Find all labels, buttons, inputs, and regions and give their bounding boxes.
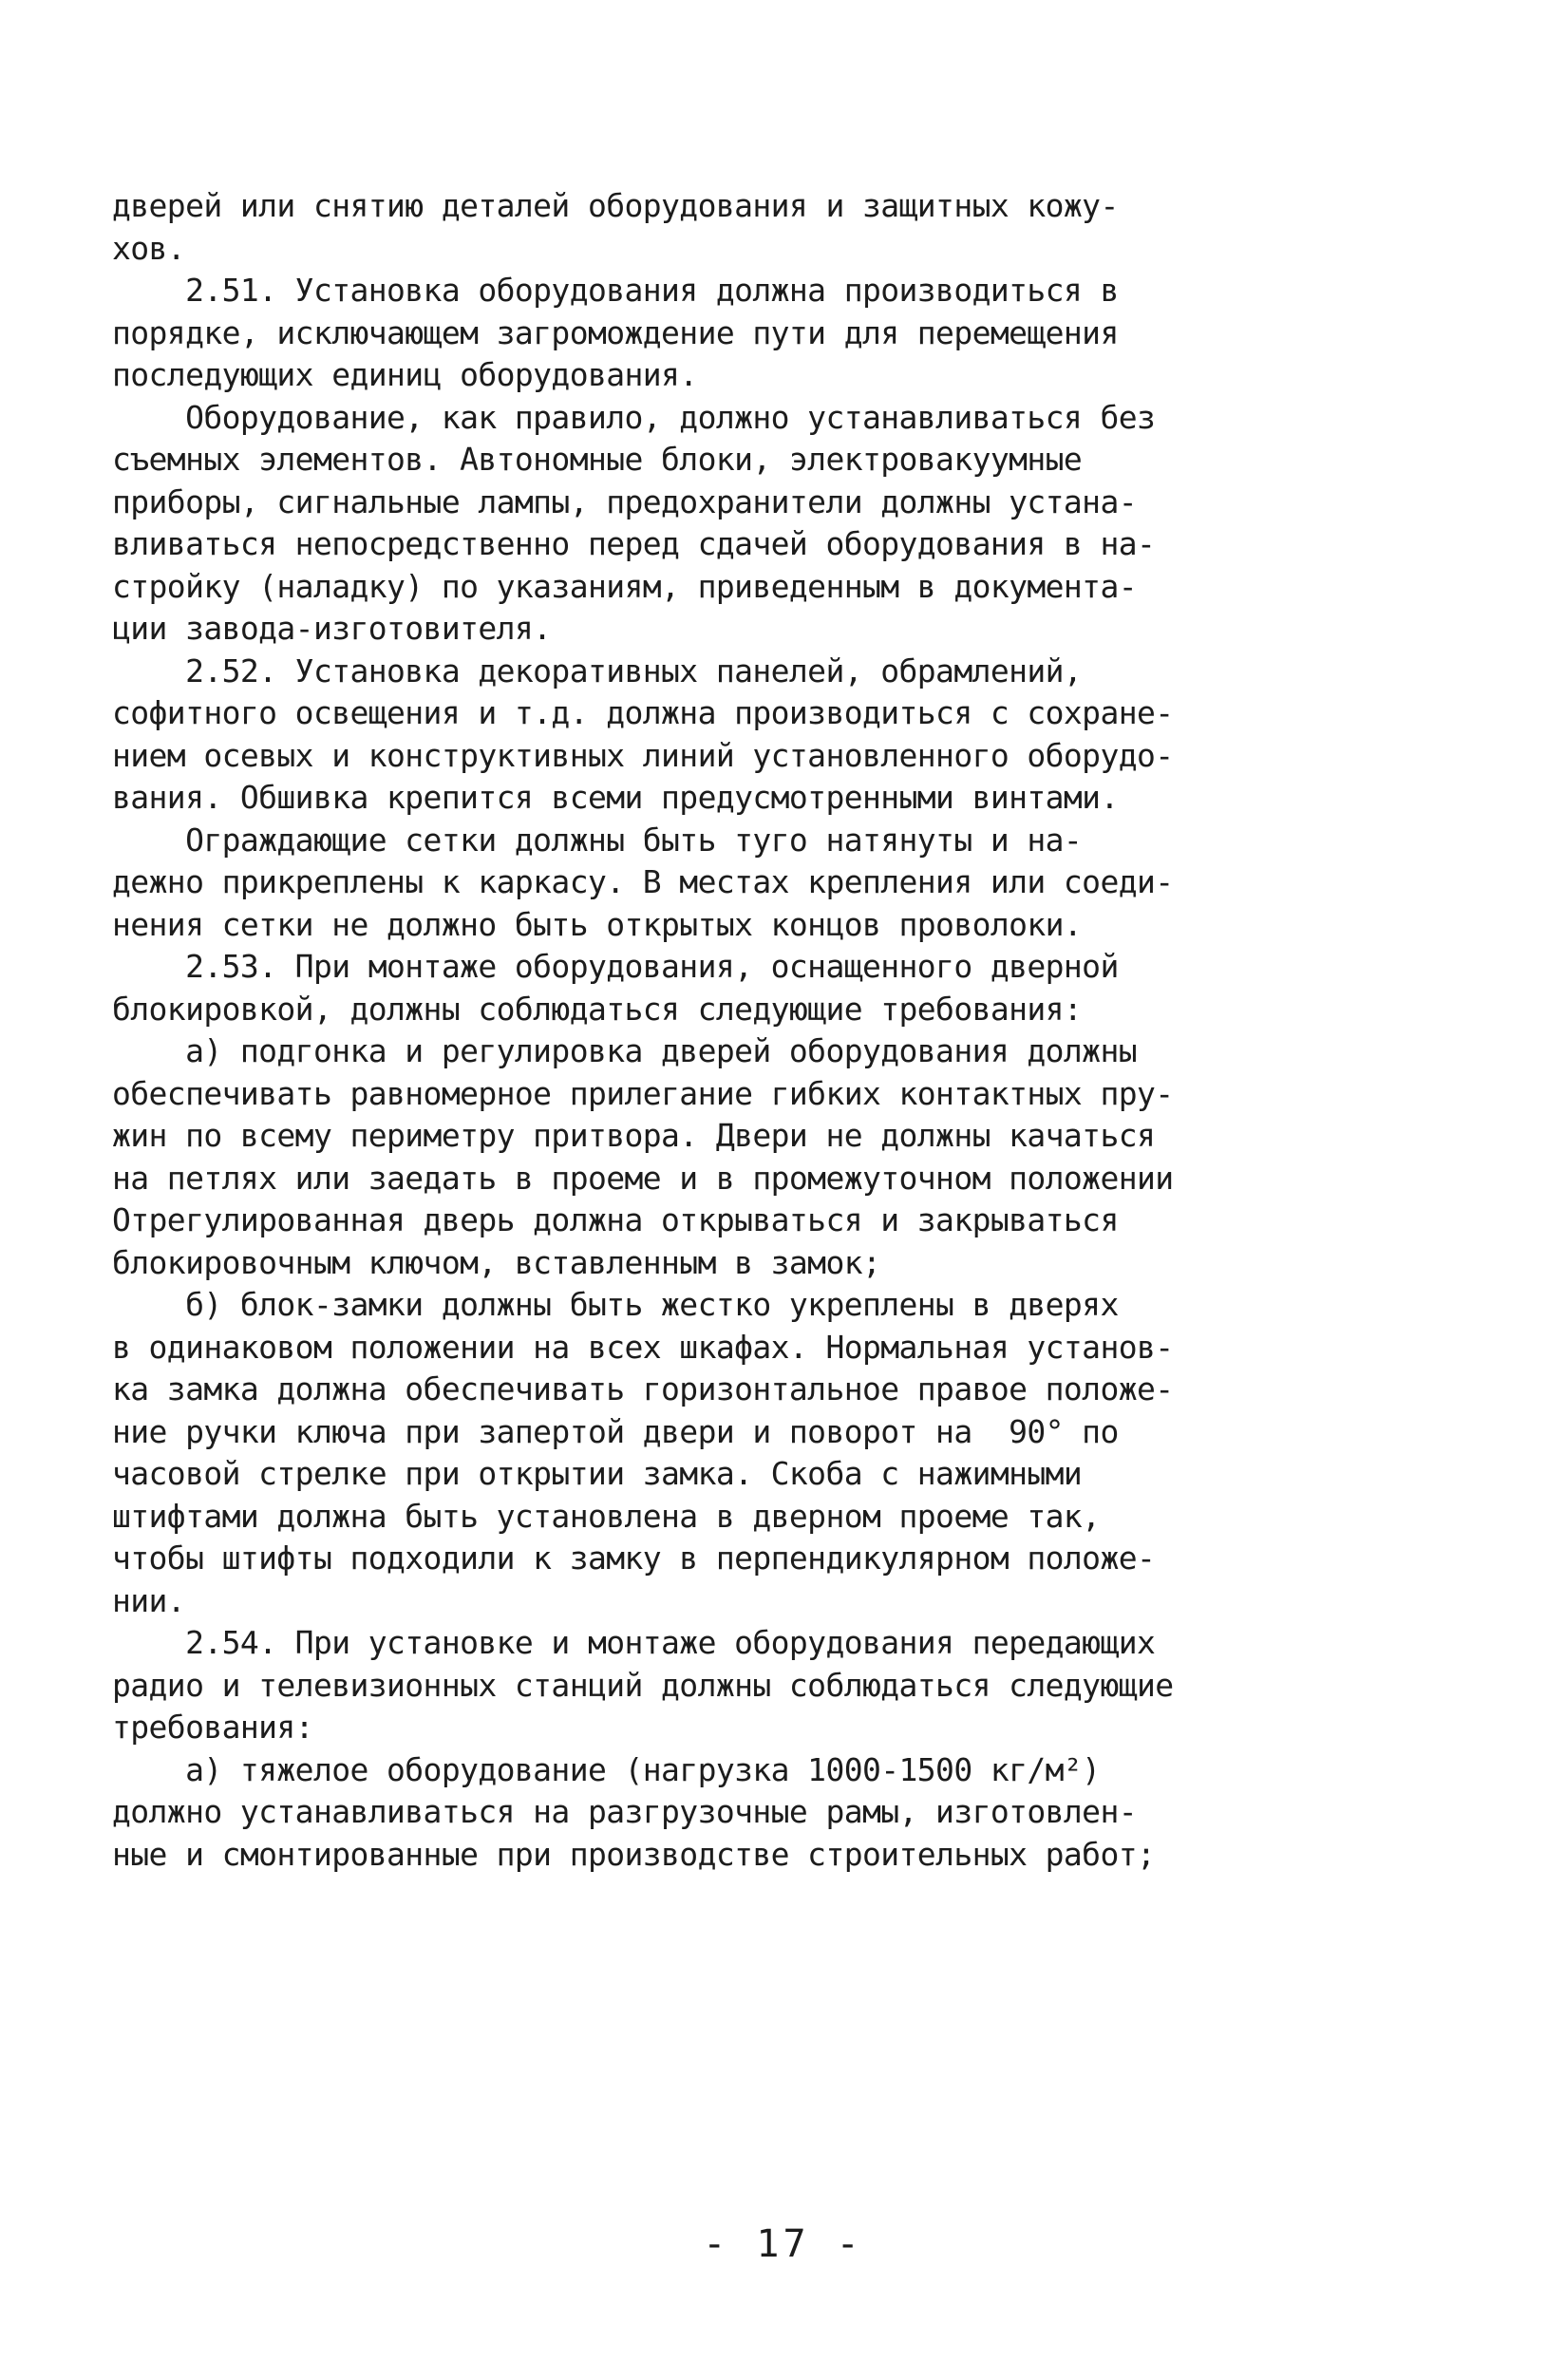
text-line: ции завода-изготовителя. bbox=[112, 610, 552, 647]
text-line: требования: bbox=[112, 1709, 313, 1746]
text-line: часовой стрелке при открытии замка. Скоба с нажимными bbox=[112, 1455, 1083, 1492]
text-line: Отрегулированная дверь должна открываться и закрываться bbox=[112, 1201, 1119, 1238]
page-number: - 17 - bbox=[703, 2222, 863, 2266]
text-line: в одинаковом положении на всех шкафах. Нормальная установ- bbox=[112, 1328, 1174, 1366]
text-line: последующих единиц оборудования. bbox=[112, 356, 698, 393]
text-line: блокировочным ключом, вставленным в замок; bbox=[112, 1243, 881, 1281]
text-line: стройку (наладку) по указаниям, приведенным в документа- bbox=[112, 567, 1137, 605]
text-line: софитного освещения и т.д. должна производиться с сохране- bbox=[112, 694, 1174, 731]
text-line: ка замка должна обеспечивать горизонтальное правое положе- bbox=[112, 1370, 1174, 1407]
text-line: нения сетки не должно быть открытых концов проволоки. bbox=[112, 905, 1083, 943]
text-line: штифтами должна быть установлена в дверном проеме так, bbox=[112, 1497, 1101, 1535]
text-line: чтобы штифты подходили к замку в перпендикулярном положе- bbox=[112, 1539, 1156, 1577]
page-body bbox=[112, 185, 1404, 1876]
text-line: Ограждающие сетки должны быть туго натянуты и на- bbox=[112, 821, 1083, 859]
text-line: обеспечивать равномерное прилегание гибких контактных пру- bbox=[112, 1074, 1174, 1112]
text-line: Оборудование, как правило, должно устанавливаться без bbox=[112, 398, 1156, 436]
text-line: б) блок-замки должны быть жестко укреплены в дверях bbox=[112, 1286, 1119, 1323]
text-line: а) тяжелое оборудование (нагрузка 1000-1500 кг/м²) bbox=[112, 1750, 1101, 1788]
text-line: 2.54. При установке и монтаже оборудования передающих bbox=[112, 1624, 1156, 1661]
text-line: дежно прикреплены к каркасу. В местах крепления или соеди- bbox=[112, 863, 1174, 900]
text-line: съемных элементов. Автономные блоки, электровакуумные bbox=[112, 441, 1083, 478]
text-line: жин по всему периметру притвора. Двери не должны качаться bbox=[112, 1117, 1156, 1154]
text-line: 2.53. При монтаже оборудования, оснащенного дверной bbox=[112, 948, 1119, 985]
text-line: приборы, сигнальные лампы, предохранители должны устана- bbox=[112, 482, 1137, 520]
text-line: 2.52. Установка декоративных панелей, обрамлений, bbox=[112, 652, 1083, 689]
text-line: порядке, исключающем загромождение пути для перемещения bbox=[112, 313, 1119, 351]
text-line: 2.51. Установка оборудования должна производиться в bbox=[112, 272, 1119, 309]
text-line: а) подгонка и регулировка дверей оборудования должны bbox=[112, 1032, 1137, 1069]
text-line: дверей или снятию деталей оборудования и защитных кожу- bbox=[112, 187, 1119, 224]
text-line: вания. Обшивка крепится всеми предусмотренными винтами. bbox=[112, 779, 1119, 816]
text-line: ние ручки ключа при запертой двери и поворот на 90° по bbox=[112, 1412, 1119, 1450]
text-line: нии. bbox=[112, 1581, 186, 1619]
text-line: на петлях или заедать в проеме и в промежуточном положении bbox=[112, 1159, 1174, 1197]
text-line: радио и телевизионных станций должны соблюдаться следующие bbox=[112, 1666, 1174, 1704]
text-line: нием осевых и конструктивных линий установленного оборудо- bbox=[112, 736, 1174, 774]
text-line: хов. bbox=[112, 229, 186, 267]
text-line: ные и смонтированные при производстве строительных работ; bbox=[112, 1835, 1156, 1873]
text-line: блокировкой, должны соблюдаться следующие требования: bbox=[112, 990, 1083, 1028]
text-line: должно устанавливаться на разгрузочные рамы, изготовлен- bbox=[112, 1793, 1137, 1830]
text-line: вливаться непосредственно перед сдачей оборудования в на- bbox=[112, 525, 1156, 562]
